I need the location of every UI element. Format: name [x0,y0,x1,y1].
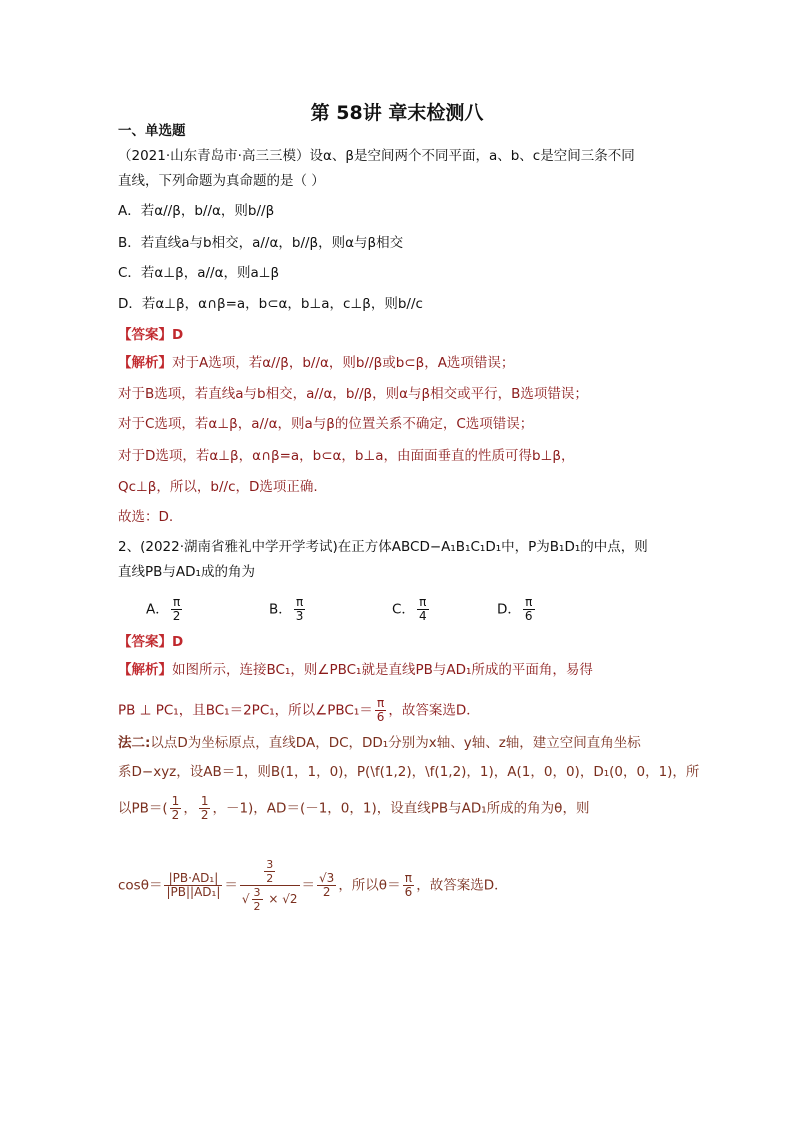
frac-pi-4: $\frac{\pi}{4}$ [418,595,427,623]
page-title: 第 58讲 章末检测八 [310,102,484,124]
section-heading: 一、单选题 [118,123,186,139]
q2-method2-line1: 法二:以点D为坐标原点，直线DA，DC，DD₁分别为x轴、y轴、z轴，建立空间直角坐标 [118,735,641,751]
cos-fraction: $\frac{\text{|PB·AD₁|}}{\text{|PB||AD₁|}}$ [166,871,221,899]
frac-pi-2: $\frac{\pi}{2}$ [172,595,181,623]
q1-conclusion: 故选：D. [118,509,174,525]
cos-formula: cosθ＝ $\frac{\text{|PB·AD₁|}}{\text{|PB||AD₁|}}$ ＝ $\frac{3}{2}$ √ $\frac{3}{2}$ × √2 ＝ $\frac{√3}{2}$ ，所以θ＝ $\frac{\pi}{6}$ ，故答案选D． [118,858,508,913]
q2-option-a: A． $\frac{\pi}{2}$ [146,595,181,623]
q2-option-d: D． $\frac{\pi}{6}$ [497,595,533,623]
q2-analysis-line1 [118,660,593,680]
q2-analysis-label: 【解析】 [118,662,172,678]
q1-option-c: C．若α⊥β，a//α，则a⊥β [118,265,280,281]
q2-analysis-line2: PB ⊥ PC₁，且BC₁＝2PC₁，所以∠PBC₁＝ $\frac{\pi}{6}$ ，故答案选D． [118,696,480,724]
q2-option-b: B． $\frac{\pi}{3}$ [269,595,304,623]
q1-stem-line2: 直线，下列命题为真命题的是（ ） [118,173,325,189]
q1-analysis-label: 【解析】 [118,355,172,371]
q1-option-b: B．若直线a与b相交，a//α，b//β，则α与β相交 [118,235,404,251]
cos-value-fraction: $\frac{3}{2}$ √ $\frac{3}{2}$ × √2 [241,858,298,913]
q1-analysis-line1 [118,353,514,373]
q1-option-d: D．若α⊥β，α∩β=a，b⊂α，b⊥a，c⊥β，则b//c [118,296,423,312]
frac-half-2: $\frac{1}{2}$ [200,794,209,822]
frac-pi-6: $\frac{\pi}{6}$ [524,595,533,623]
q2-answer: 【答案】D [118,634,184,650]
method2-label: 法二: [118,735,151,751]
q2-stem-line2: 直线PB与AD₁成的角为 [118,564,255,580]
q2-analysis-text1: 如图所示，连接BC₁，则∠PBC₁就是直线PB与AD₁所成的平面角，易得 [172,662,593,678]
q1-analysis-line3: 对于C选项，若α⊥β，a//α，则a与β的位置关系不确定，C选项错误； [118,416,534,432]
q1-analysis-line5: Qc⊥β，所以，b//c，D选项正确. [118,479,318,495]
sqrt3-over-2: $\frac{√3}{2}$ [319,871,335,899]
q2-method2-line3: 以PB＝( $\frac{1}{2}$ ， $\frac{1}{2}$ ，－1)，AD＝(－1，0，1)，设直线PB与AD₁所成的角为θ，则 [118,794,590,822]
q2-method2-line2: 系D−xyz，设AB＝1，则B(1，1，0)，P(\f(1,2)，\f(1,2)，1)，A(1，0，0)，D₁(0，0，1)，所 [118,764,700,780]
q2-option-c: C． $\frac{\pi}{4}$ [392,595,427,623]
q1-analysis-text1: 对于A选项，若α//β，b//α，则b//β或b⊂β，A选项错误； [172,355,515,371]
frac-pi-3: $\frac{\pi}{3}$ [295,595,304,623]
theta-pi-6: $\frac{\pi}{6}$ [404,871,413,899]
q1-analysis-line4: 对于D选项，若α⊥β，α∩β=a，b⊂α，b⊥a，由面面垂直的性质可得b⊥β， [118,448,575,464]
q1-answer: 【答案】D [118,327,184,343]
frac-pi-6-result: $\frac{\pi}{6}$ [376,696,385,724]
q1-analysis-line2: 对于B选项，若直线a与b相交，a//α，b//β，则α与β相交或平行，B选项错误； [118,386,588,402]
q1-stem-line1: （2021·山东青岛市·高三三模）设α、β是空间两个不同平面，a、b、c是空间三条不同 [118,148,635,164]
frac-half-1: $\frac{1}{2}$ [171,794,180,822]
q2-stem-line1: 2、(2022·湖南省雅礼中学开学考试)在正方体ABCD−A₁B₁C₁D₁中，P为B₁D₁的中点，则 [118,539,648,555]
q1-option-a: A．若α//β，b//α，则b//β [118,203,275,219]
